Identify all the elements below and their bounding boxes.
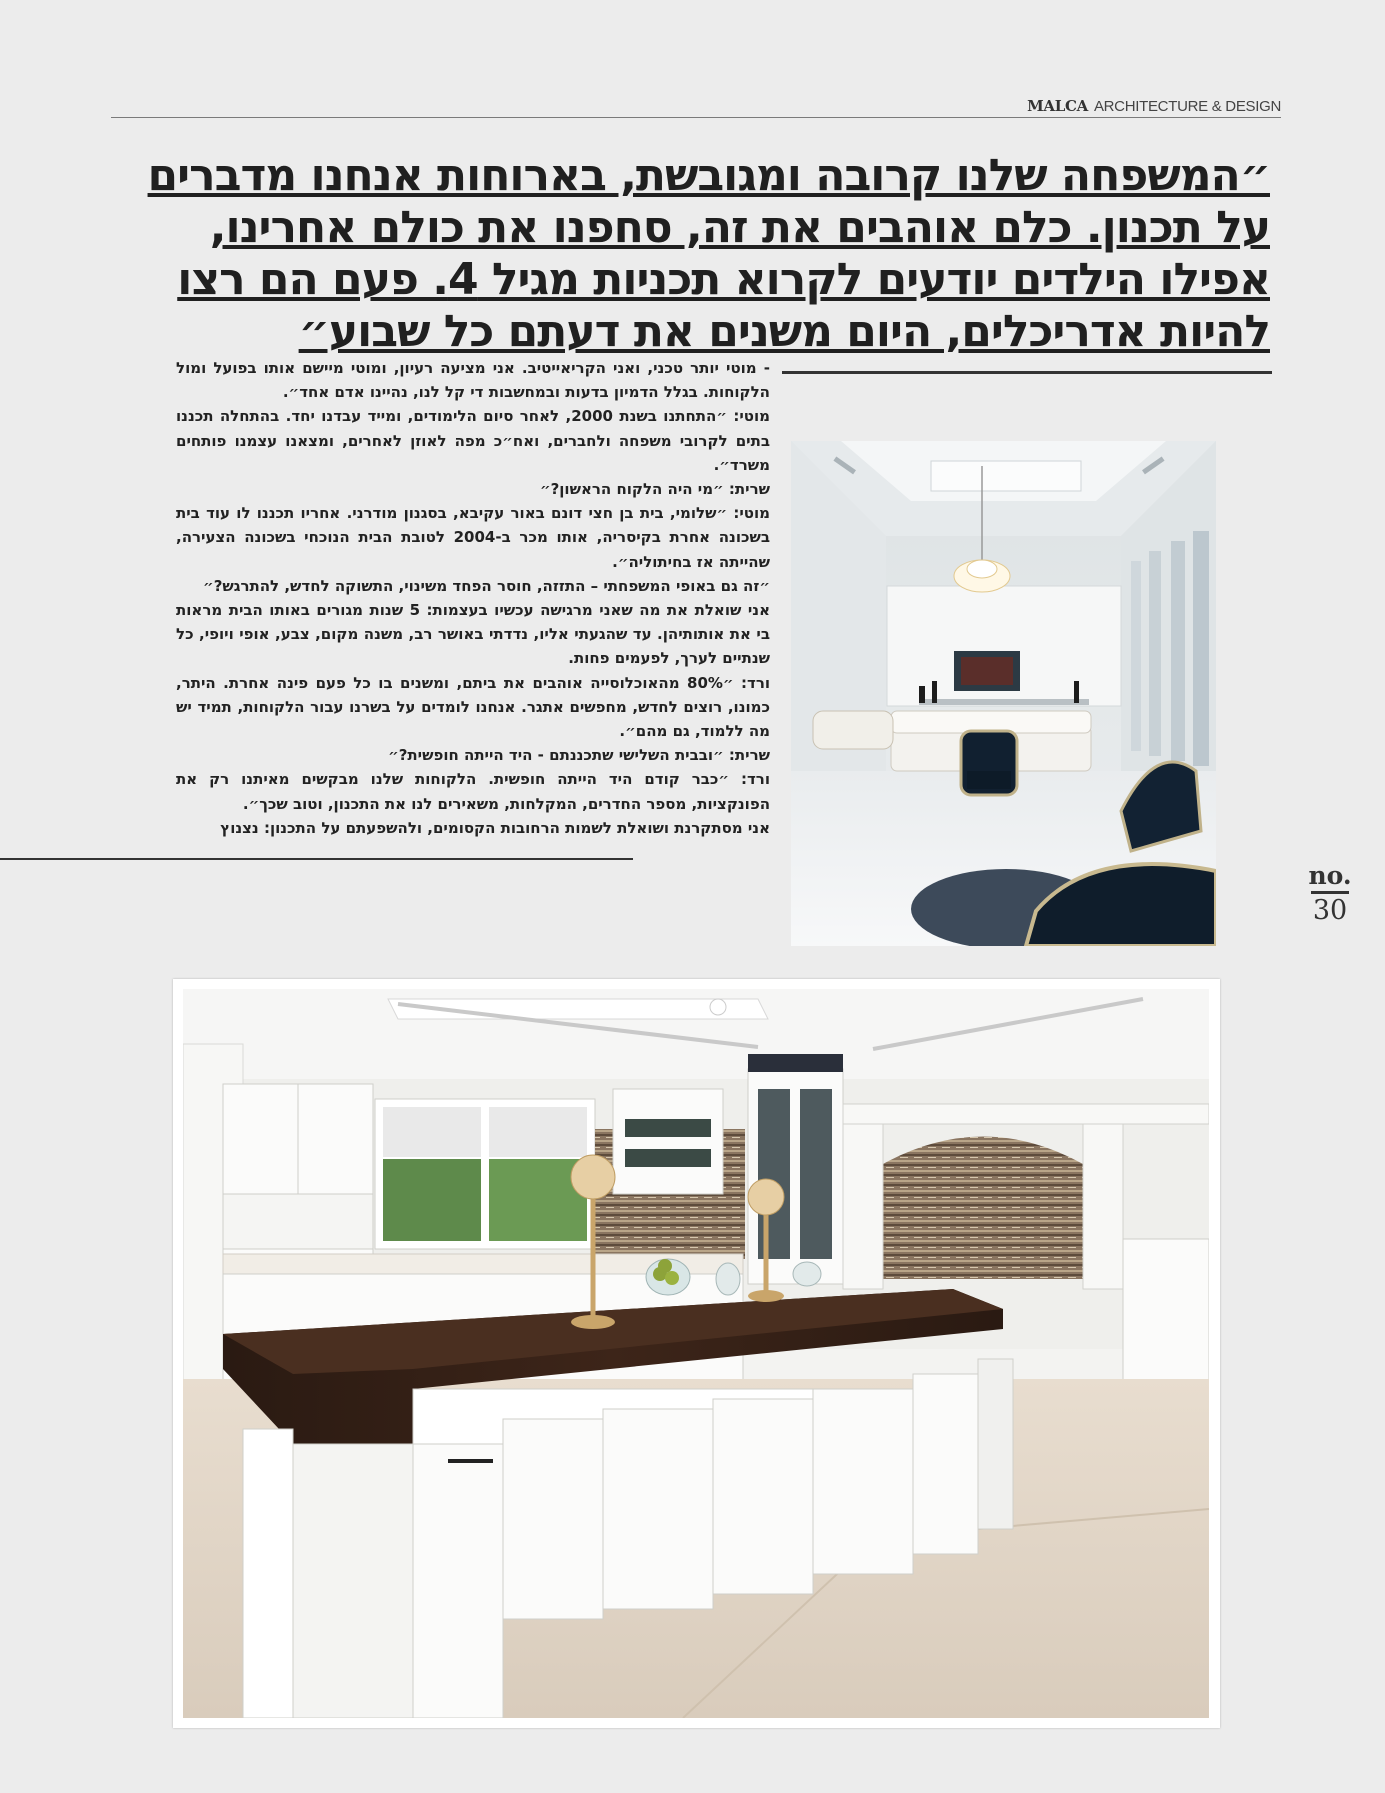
magazine-brand xyxy=(1027,97,1281,115)
column-rule-bottom xyxy=(0,858,633,860)
article-paragraph: אני שואלת את מה שאני מרגישה עכשיו בעצמות: 5 שנות מגורים באותו הבית מראות בי את אותותיהן. עד שהגעתי אליו, נדדתי באושר רב, משנה מקום, צבע, אופי ויופי, כל שנתיים לערך, לפעמים פחות. xyxy=(176,601,770,668)
brand-name: MALCA xyxy=(1027,97,1088,115)
kitchen-photo xyxy=(183,989,1209,1718)
column-rule-top xyxy=(782,371,1272,374)
article-paragraph: מוטי: ״התחתנו בשנת 2000, לאחר סיום הלימודים, ומייד עבדנו יחד. בהתחלה תכננו בתים לקרובי משפחה ולחברים, ואח״כ מפה לאוזן לאחרים, ומצאנו עצמנו פותחים משרד״. xyxy=(176,407,770,474)
header-rule xyxy=(111,117,1281,118)
headline-line: אפילו הילדים יודעים לקרוא תכניות מגיל 4. פעם הם רצו xyxy=(177,254,1270,305)
page-number xyxy=(1305,862,1355,926)
article-paragraph: - מוטי יותר טכני, ואני הקריאייטיב. אני מציעה רעיון, ומוטי מיישם אותו בפועל ומול הלקוחות. בגלל הדמיון בדעות ובמחשבות די קל לנו, נהיינו אדם אחד״. xyxy=(176,359,770,402)
article-paragraph: אני מסתקרנת ושואלת לשמות הרחובות הקסומים, ולהשפעתם על התכנון: נצנוץ xyxy=(220,818,770,837)
headline-line: להיות אדריכלים, היום משנים את דעתם כל שבוע״ xyxy=(298,306,1270,357)
headline-line: ״המשפחה שלנו קרובה ומגובשת, בארוחות אנחנו מדברים xyxy=(147,150,1270,201)
page-number-label: no. xyxy=(1308,861,1352,890)
article-paragraph: מוטי: ״שלומי, בית בן חצי דונם באור עקיבא, בסגנון מודרני. אחריו תכננו לו עוד בית בשכונה אחרת בקיסריה, אותו מכר ב-2004 לטובת הבית הנוכחי בשכונה הצעירה, שהייתה אז בחיתוליה״. xyxy=(176,504,770,571)
article-body xyxy=(176,356,770,839)
headline-line: על תכנון. כלם אוהבים את זה, סחפנו את כולם אחרינו, xyxy=(209,202,1270,253)
article-paragraph: ורד: ״כבר קודם היד הייתה חופשית. הלקוחות שלנו מבקשים מאיתנו רק את הפונקציות, מספר החדרים, המקלחות, משאירים לנו את התכנון, וטוב שכך״. xyxy=(176,770,770,813)
living-room-photo xyxy=(791,441,1216,946)
brand-tagline: ARCHITECTURE & DESIGN xyxy=(1093,98,1281,115)
article-paragraph: ״זה גם באופי המשפחתי – התזזה, חוסר הפחד משינוי, התשוקה לחדש, להתרגש?״ xyxy=(203,576,770,595)
pull-quote-headline xyxy=(130,150,1270,358)
article-paragraph: ורד: ״80% מהאוכלוסייה אוהבים את ביתם, ומשנים בו כל פעם פינה אחרת. היתר, כמונו, רוצים לחדש, מחפשים אתגר. אנחנו לומדים על בשרנו עבור הלקוחות, תמיד יש מה ללמוד, גם מהם״. xyxy=(176,673,770,741)
page-number-divider xyxy=(1311,891,1349,894)
page-number-value: 30 xyxy=(1312,895,1348,926)
article-paragraph: שרית: ״ובבית השלישי שתכננתם - היד הייתה חופשית?״ xyxy=(388,746,770,765)
article-paragraph: שרית: ״מי היה הלקוח הראשון?״ xyxy=(539,480,770,499)
